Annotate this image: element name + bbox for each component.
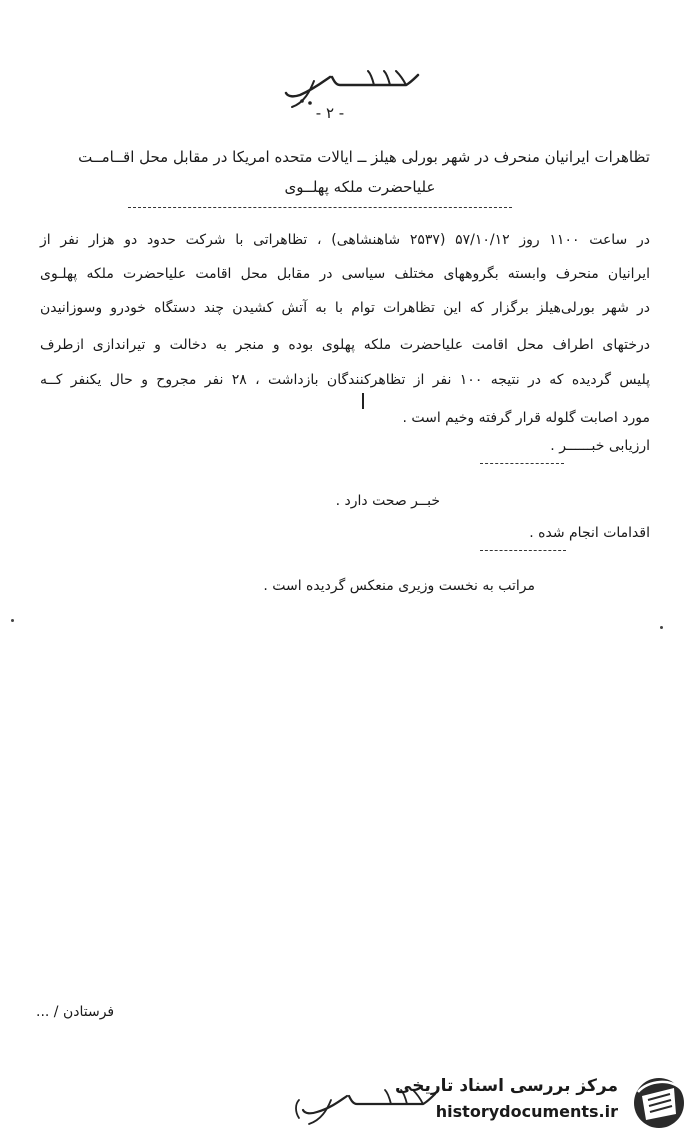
body-text-line: در ساعت ۱۱۰۰ روز ۵۷/۱۰/۱۲ (۲۵۳۷ شاهنشاهی) ، تظاهراتی با شرکت حدود دو هزار نفر از	[40, 232, 650, 248]
body-text-line: درختهای اطراف محل اقامت علیاحضرت ملکه پهلوی بوده و منجر به دخالت و تیراندازی ازطرف	[40, 337, 650, 353]
body-text-line: در شهر بورلی‌هیلز برگزار که این تظاهرات توام با به آتش کشیدن چند دستگاه خودرو وسوزانیدن	[40, 300, 650, 316]
document-title-line-2: علیاحضرت ملکه پهلــوی	[284, 178, 436, 196]
actions-text: مراتب به نخست وزیری منعکس گردیده است .	[263, 578, 535, 594]
ink-mark	[362, 393, 364, 409]
page-number: - ۲ -	[315, 104, 345, 122]
watermark-url[interactable]: historydocuments.ir	[435, 1102, 618, 1121]
document-title-line-1: تظاهرات ایرانیان منحرف در شهر بورلی هیلز ــ ایالات متحده امریکا در مقابل محل اقــامــت	[78, 148, 650, 166]
body-text-line: پلیس گردیده که در نتیجه ۱۰۰ نفر از تظاهرکنندگان بازداشت ، ۲۸ نفر مجروح و حال یکنفر کــه	[40, 372, 650, 388]
title-underline	[128, 207, 512, 208]
watermark-org-name: مرکز بررسی اسناد تاریخی	[395, 1076, 618, 1096]
sender-line: فرستادن / ...	[36, 1004, 115, 1020]
actions-underline	[480, 550, 566, 551]
assessment-underline	[480, 463, 564, 464]
scan-speck	[11, 619, 14, 622]
archive-seal-icon	[628, 1074, 690, 1132]
actions-heading: اقدامات انجام شده .	[529, 525, 650, 541]
body-text-line: مورد اصابت گلوله قرار گرفته وخیم است .	[402, 410, 650, 426]
scan-speck	[660, 626, 663, 629]
assessment-text: خبــر صحت دارد .	[335, 493, 440, 509]
assessment-heading: ارزیابی خبــــــر .	[550, 438, 650, 454]
body-text-line: ایرانیان منحرف وابسته بگروههای مختلف سیاسی در مقابل محل اقامت علیاحضرت ملکه پهلـوی	[40, 266, 650, 282]
